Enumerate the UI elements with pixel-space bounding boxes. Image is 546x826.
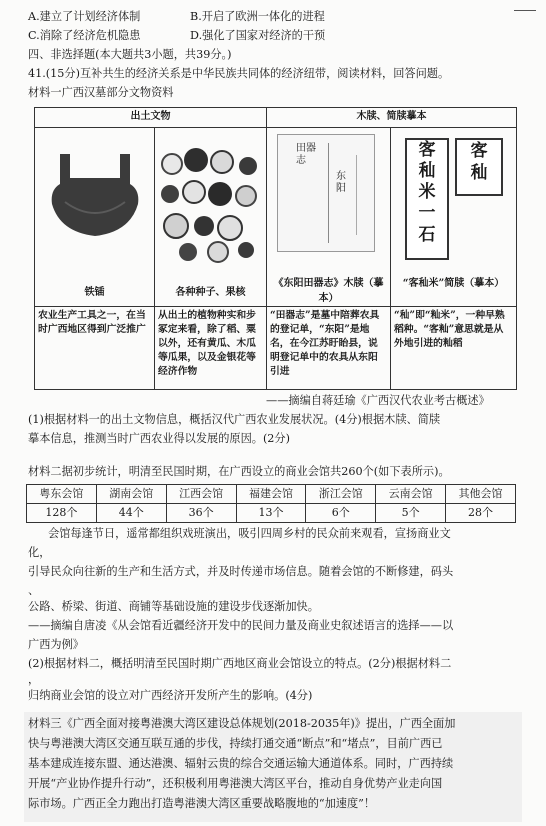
desc-bamboo-slip: “秈”即“籼米”，一种早熟稻种。“客籼”意思就是从外地引进的籼稻 — [391, 306, 517, 389]
guild-count: 128个 — [27, 504, 97, 523]
option-d[interactable]: D.强化了国家对经济的干预 — [190, 29, 326, 42]
guild-header: 福建会馆 — [236, 485, 306, 504]
slip-char-3: 米 — [418, 182, 436, 202]
option-a[interactable]: A.建立了计划经济体制 — [28, 10, 141, 23]
iron-spade-cell — [35, 127, 155, 306]
guild-count: 28个 — [446, 504, 516, 523]
option-b[interactable]: B.开启了欧洲一体化的进程 — [190, 10, 325, 23]
guild-header: 湖南会馆 — [96, 485, 166, 504]
question-2-line: ， — [28, 673, 40, 686]
material-2-line: 引导民众向往新的生产和生活方式，并及时传递市场信息。随着会馆的不断修建，码头 — [28, 565, 454, 578]
slip-text-right: 东阳 — [336, 170, 346, 194]
guild-count: 6个 — [306, 504, 376, 523]
guild-count: 36个 — [166, 504, 236, 523]
caption-iron-spade: 铁锸 — [84, 286, 105, 298]
caption-wooden-slip: 《东阳田器志》木牍（摹本） — [273, 277, 384, 304]
desc-iron-spade: 农业生产工具之一，在当时广西地区得到广泛推广 — [35, 306, 155, 389]
question-2-line: 归纳商业会馆的设立对广西经济开发所产生的影响。(4分) — [28, 689, 313, 702]
guild-header: 云南会馆 — [376, 485, 446, 504]
question-41: 41.(15分)互补共生的经济关系是中华民族共同体的经济纽带，阅读材料，回答问题。 — [28, 67, 450, 80]
iron-spade-image — [40, 132, 150, 272]
header-artifacts: 出土文物 — [35, 108, 267, 128]
material-3-block — [24, 712, 522, 822]
caption-bamboo-slip: “客秈米”简牍（摹本） — [402, 277, 505, 289]
bamboo-slip-fragment — [455, 138, 503, 196]
guild-count: 44个 — [96, 504, 166, 523]
guild-header: 浙江会馆 — [306, 485, 376, 504]
guild-header: 其他会馆 — [446, 485, 516, 504]
bamboo-slip-cell — [391, 127, 517, 306]
source-2-line: ——摘编自唐凌《从会馆看近疆经济开发中的民间力量及商业史叙述语言的选择——以 — [28, 619, 454, 632]
wooden-slip-cell — [267, 127, 391, 306]
slip-fragment-char-2: 秈 — [470, 162, 488, 183]
question-1-part-b: 摹本信息，推测当时广西农业得以发展的原因。(2分) — [28, 432, 290, 445]
material-2-line: 会馆每逢节日，遥常都组织戏班演出，吸引四周乡村的民众前来观看，宣扬商业文 — [48, 527, 451, 540]
section-title: 四、非选择题(本大题共3小题，共39分。) — [28, 48, 232, 61]
guild-header: 粤东会馆 — [27, 485, 97, 504]
artifact-table — [34, 107, 517, 390]
option-c[interactable]: C.消除了经济危机隐患 — [28, 29, 141, 42]
material-3-line: 开展“产业协作提升行动”，还积极利用粤港澳大湾区平台，推动自身优势产业走向国 — [28, 777, 443, 790]
material-2-line: 化， — [28, 546, 51, 559]
seeds-image — [158, 146, 262, 266]
wooden-slip-image — [277, 134, 375, 252]
material-2-line: 、 — [28, 584, 40, 597]
question-2-line: (2)根据材料二，概括明清至民国时期广西地区商业会馆设立的特点。(2分)根据材料二 — [28, 657, 452, 670]
guild-count: 13个 — [236, 504, 306, 523]
slip-char-2: 秈 — [418, 160, 436, 181]
material-3-line: 基本建成连接东盟、通达港澳、辐射云贵的综合交通运输大通道体系。同时，广西持续 — [28, 757, 454, 770]
header-slips: 木牍、简牍摹本 — [267, 108, 517, 128]
slip-char-1: 客 — [418, 139, 436, 160]
source-2-line: 广西为例》 — [28, 638, 84, 651]
desc-seeds: 从出土的植物种实和步冢定来看，除了稻、粟以外，还有黄瓜、木瓜等瓜果，以及金银花等经济作物 — [155, 306, 267, 389]
caption-seeds: 各种种子、果核 — [175, 286, 246, 298]
material-1-title: 材料一广西汉墓部分文物资料 — [28, 86, 174, 99]
corner-mark — [514, 10, 536, 11]
slip-char-5: 石 — [418, 224, 436, 245]
material-3-line: 快与粤港澳大湾区交通互联互通的步伐，持续打通交通“断点”和“堵点”，目前广西已 — [28, 737, 443, 750]
slip-text-left: 田器志 — [296, 142, 316, 166]
bamboo-slip-image — [405, 138, 449, 260]
desc-wooden-slip: “田器志”是墓中陪葬农具的登记单，“东阳”是地名，在今江苏盱眙县，说明登记单中的农具从东阳引进 — [267, 306, 391, 389]
question-1-part-a: (1)根据材料一的出土文物信息，概括汉代广西农业发展状况。(4分)根据木牍、简牍 — [28, 413, 441, 426]
material-2-intro: 材料二据初步统计，明清至民国时期，在广西设立的商业会馆共260个(如下表所示)。 — [28, 465, 450, 478]
material-2-line: 公路、桥梁、街道、商铺等基础设施的建设步伐逐渐加快。 — [28, 600, 319, 613]
source-1: ——摘编自蒋廷瑜《广西汉代农业考古概述》 — [266, 394, 490, 407]
guild-count: 5个 — [376, 504, 446, 523]
slip-char-4: 一 — [418, 203, 436, 224]
guild-hall-table — [26, 484, 516, 523]
slip-fragment-char-1: 客 — [470, 140, 488, 161]
material-3-line: 际市场。广西正全力跑出打造粤港澳大湾区重要战略腹地的“加速度”！ — [28, 797, 376, 810]
material-3-line: 材料三《广西全面对接粤港澳大湾区建设总体规划(2018-2035年)》提出，广西全面加 — [28, 717, 456, 730]
guild-header: 江西会馆 — [166, 485, 236, 504]
seeds-cell — [155, 127, 267, 306]
